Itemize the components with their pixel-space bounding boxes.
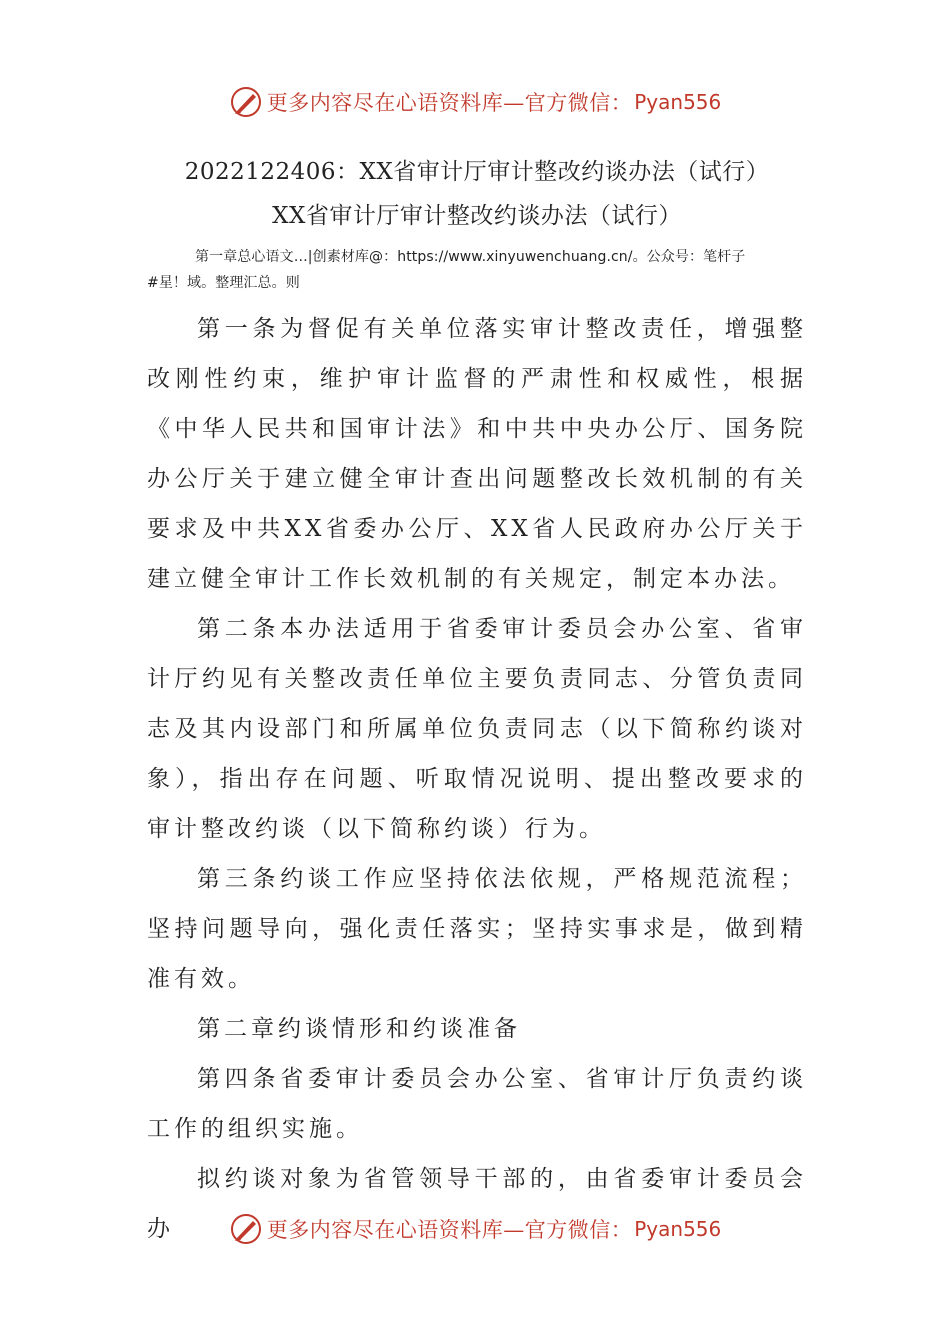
header-banner <box>0 82 950 122</box>
document-subtitle: XX省审计厅审计整改约谈办法（试行） <box>272 203 682 229</box>
article-3: 第三条约谈工作应坚持依法依规，严格规范流程；坚持问题导向，强化责任落实；坚持实事求是，做到精准有效。 <box>147 866 807 992</box>
document-body <box>147 150 807 1254</box>
footer-banner <box>0 1209 950 1249</box>
paragraph-continued: 拟约谈对象为省管领导干部的，由省委审计委员会办 <box>147 1166 807 1242</box>
article-1: 第一条为督促有关单位落实审计整改责任，增强整改刚性约束，维护审计监督的严肃性和权威性，根据《中华人民共和国审计法》和中共中央办公厅、国务院办公厅关于建立健全审计查出问题整改长效机制的有关要求及中共XX省委办公厅、XX省人民政府办公厅关于建立健全审计工作长效机制的有关规定，制定本办法。 <box>147 316 807 592</box>
article-4: 第四条省委审计委员会办公室、省审计厅负责约谈工作的组织实施。 <box>147 1066 807 1142</box>
pen-logo-icon <box>229 85 263 119</box>
watermark-note <box>147 244 807 296</box>
watermark-note-line-2: #星！域。整理汇总。则 <box>147 275 300 291</box>
watermark-note-line-1: 第一章总心语文…|创素材库@：https://www.xinyuwenchuang.cn/。公众号：笔杆子 <box>195 249 746 265</box>
pen-logo-icon <box>229 1212 263 1246</box>
banner-wechat-id: Pyan556 <box>634 90 722 114</box>
banner-wechat-id: Pyan556 <box>634 1217 722 1241</box>
banner-text: 更多内容尽在心语资料库—官方微信： <box>266 91 633 115</box>
banner-text: 更多内容尽在心语资料库—官方微信： <box>266 1218 633 1242</box>
article-2: 第二条本办法适用于省委审计委员会办公室、省审计厅约见有关整改责任单位主要负责同志、分管负责同志及其内设部门和所属单位负责同志（以下简称约谈对象），指出存在问题、听取情况说明、提出整改要求的审计整改约谈（以下简称约谈）行为。 <box>147 616 807 842</box>
chapter-2-heading: 第二章约谈情形和约谈准备 <box>197 1016 521 1042</box>
document-title: 2022122406：XX省审计厅审计整改约谈办法（试行） <box>184 159 770 185</box>
